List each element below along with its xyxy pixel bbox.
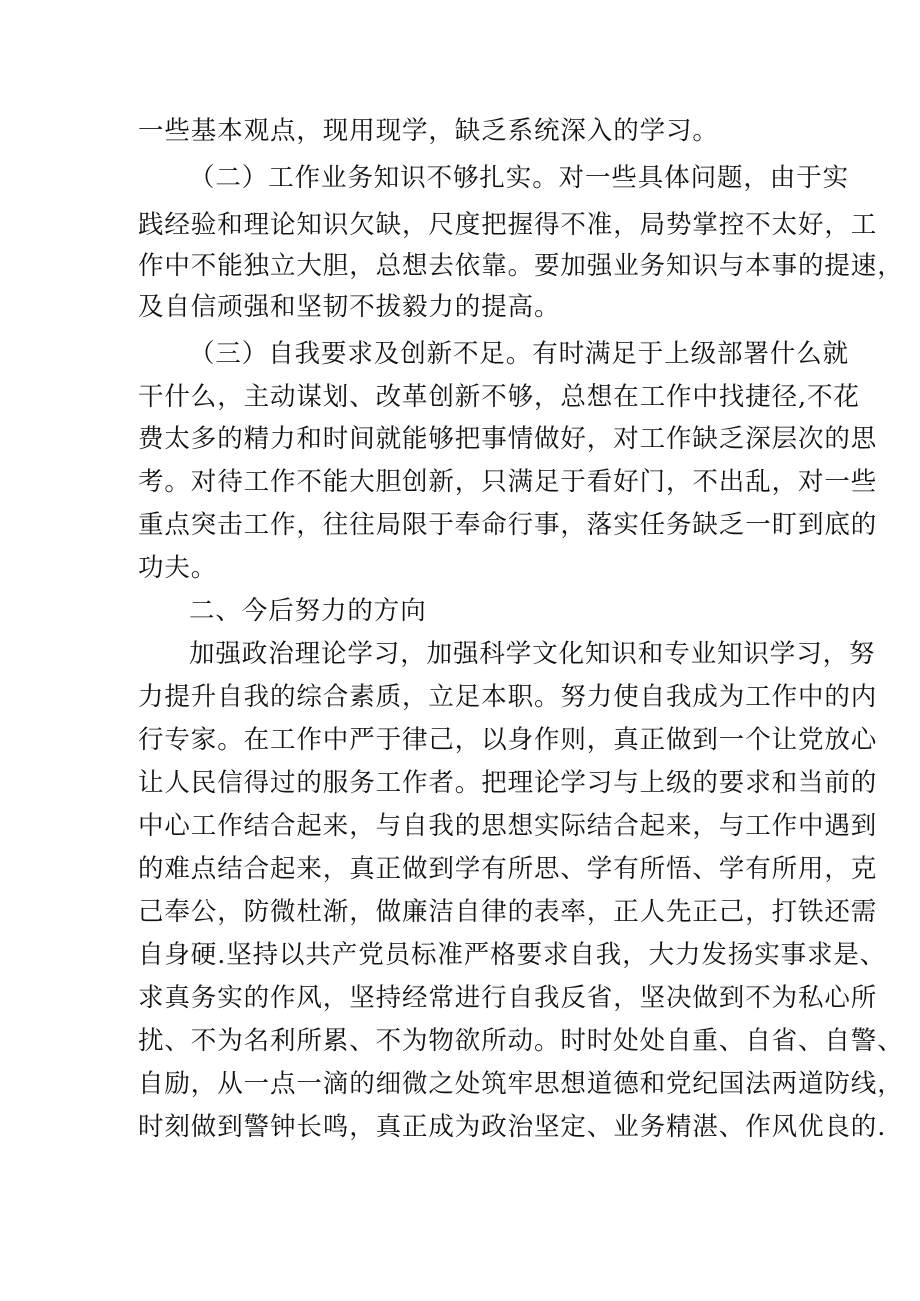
text-line: 行专家。在工作中严于律己，以身作则，真正做到一个让党放心 [138, 725, 878, 755]
text-line: 力提升自我的综合素质，立足本职。努力使自我成为工作中的内 [138, 682, 878, 712]
text-line: 考。对待工作不能大胆创新，只满足于看好门，不出乱，对一些 [138, 467, 878, 497]
section-heading-line: （二）工作业务知识不够扎实。对一些具体问题，由于实 [189, 163, 850, 193]
text-line: 加强政治理论学习，加强科学文化知识和专业知识学习，努 [189, 639, 876, 669]
text-line: 时刻做到警钟长鸣，真正成为政治坚定、业务精湛、作风优良的. [138, 1112, 887, 1142]
text-line: 重点突击工作，往往局限于奉命行事，落实任务缺乏一盯到底的 [138, 510, 878, 540]
text-line: 一些基本观点，现用现学，缺乏系统深入的学习。 [138, 116, 719, 146]
text-line: 自身硬.坚持以共产党员标准严格要求自我，大力发扬实事求是、 [138, 940, 887, 970]
text-line: 及自信顽强和坚韧不拔毅力的提高。 [138, 292, 561, 322]
text-line: 扰、不为名利所累、不为物欲所动。时时处处自重、自省、自警、 [138, 1026, 904, 1056]
text-line: 的难点结合起来，真正做到学有所思、学有所悟、学有所用，克 [138, 854, 878, 884]
text-line: 干什么，主动谋划、改革创新不够，总想在工作中找捷径,不花 [138, 382, 860, 412]
text-line: 求真务实的作风，坚持经常进行自我反省，坚决做到不为私心所 [138, 983, 878, 1013]
text-line: 自励，从一点一滴的细微之处筑牢思想道德和党纪国法两道防线， [138, 1069, 904, 1099]
text-line: 费太多的精力和时间就能够把事情做好，对工作缺乏深层次的思 [138, 424, 878, 454]
text-line: 作中不能独立大胆，总想去依靠。要加强业务知识与本事的提速， [138, 251, 904, 281]
text-line: 践经验和理论知识欠缺，尺度把握得不准，局势掌控不太好，工 [138, 210, 878, 240]
chapter-heading: 二、今后努力的方向 [189, 596, 427, 626]
text-line: 己奉公，防微杜渐，做廉洁自律的表率，正人先正己，打铁还需 [138, 897, 878, 927]
text-line: 功夫。 [138, 553, 218, 583]
section-heading-line: （三）自我要求及创新不足。有时满足于上级部署什么就 [189, 339, 850, 369]
text-line: 让人民信得过的服务工作者。把理论学习与上级的要求和当前的 [138, 768, 878, 798]
text-line: 中心工作结合起来，与自我的思想实际结合起来，与工作中遇到 [138, 811, 878, 841]
